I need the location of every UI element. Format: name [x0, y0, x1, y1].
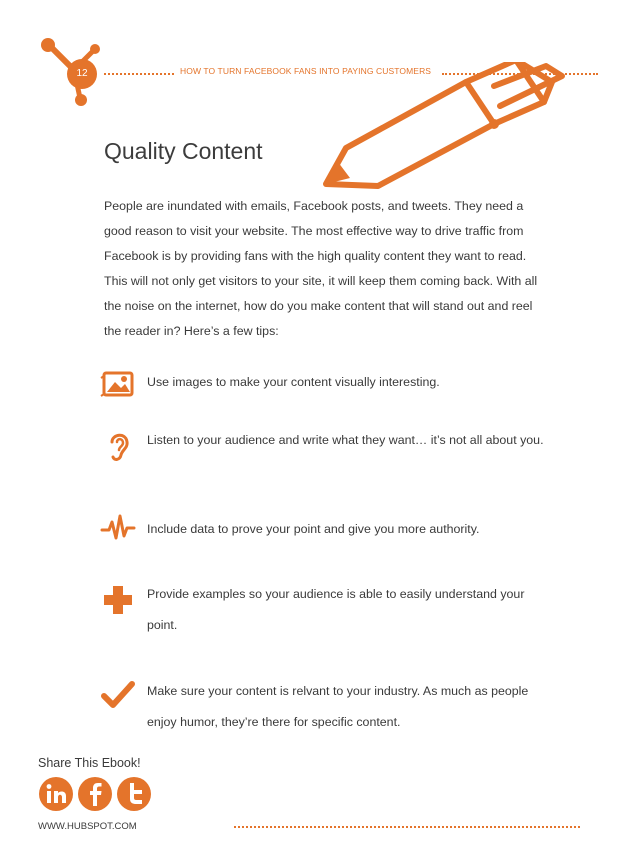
twitter-icon[interactable]	[116, 776, 152, 812]
tip-images: Use images to make your content visually interesting.	[147, 375, 440, 389]
header-divider-left	[104, 73, 174, 75]
page-number: 12	[76, 68, 88, 79]
ear-icon	[100, 428, 136, 464]
pen-icon	[316, 62, 576, 202]
image-icon	[100, 366, 136, 402]
running-title: HOW TO TURN FACEBOOK FANS INTO PAYING CUSTOMERS	[180, 66, 432, 76]
tip-examples: Provide examples so your audience is able to easily understand your point.	[147, 587, 525, 632]
pulse-icon	[100, 510, 136, 546]
intro-paragraph: People are inundated with emails, Facebook posts, and tweets. They need a good reason to visit your website. The most effective way to drive traffic from Facebook is by providing fans with the high quality content they want to read. This will not only get visitors to your site, it will keep them coming back. With all the noise on the internet, how do you make content that will stand out and reel the reader in? Here’s a few tips:	[104, 199, 538, 338]
linkedin-icon[interactable]	[38, 776, 74, 812]
site-url[interactable]: WWW.HUBSPOT.COM	[38, 821, 137, 832]
section-title: Quality Content	[104, 138, 263, 164]
tip-data: Include data to prove your point and give you more authority.	[147, 522, 480, 536]
share-label: Share This Ebook!	[38, 756, 141, 770]
checkmark-icon	[100, 676, 136, 712]
facebook-icon[interactable]	[77, 776, 113, 812]
footer-divider	[234, 826, 580, 828]
plus-icon	[100, 582, 136, 618]
tip-listen: Listen to your audience and write what they want… it’s not all about you.	[147, 433, 544, 447]
tip-relevant: Make sure your content is relvant to your industry. As much as people enjoy humor, they’re there for specific content.	[147, 684, 529, 729]
